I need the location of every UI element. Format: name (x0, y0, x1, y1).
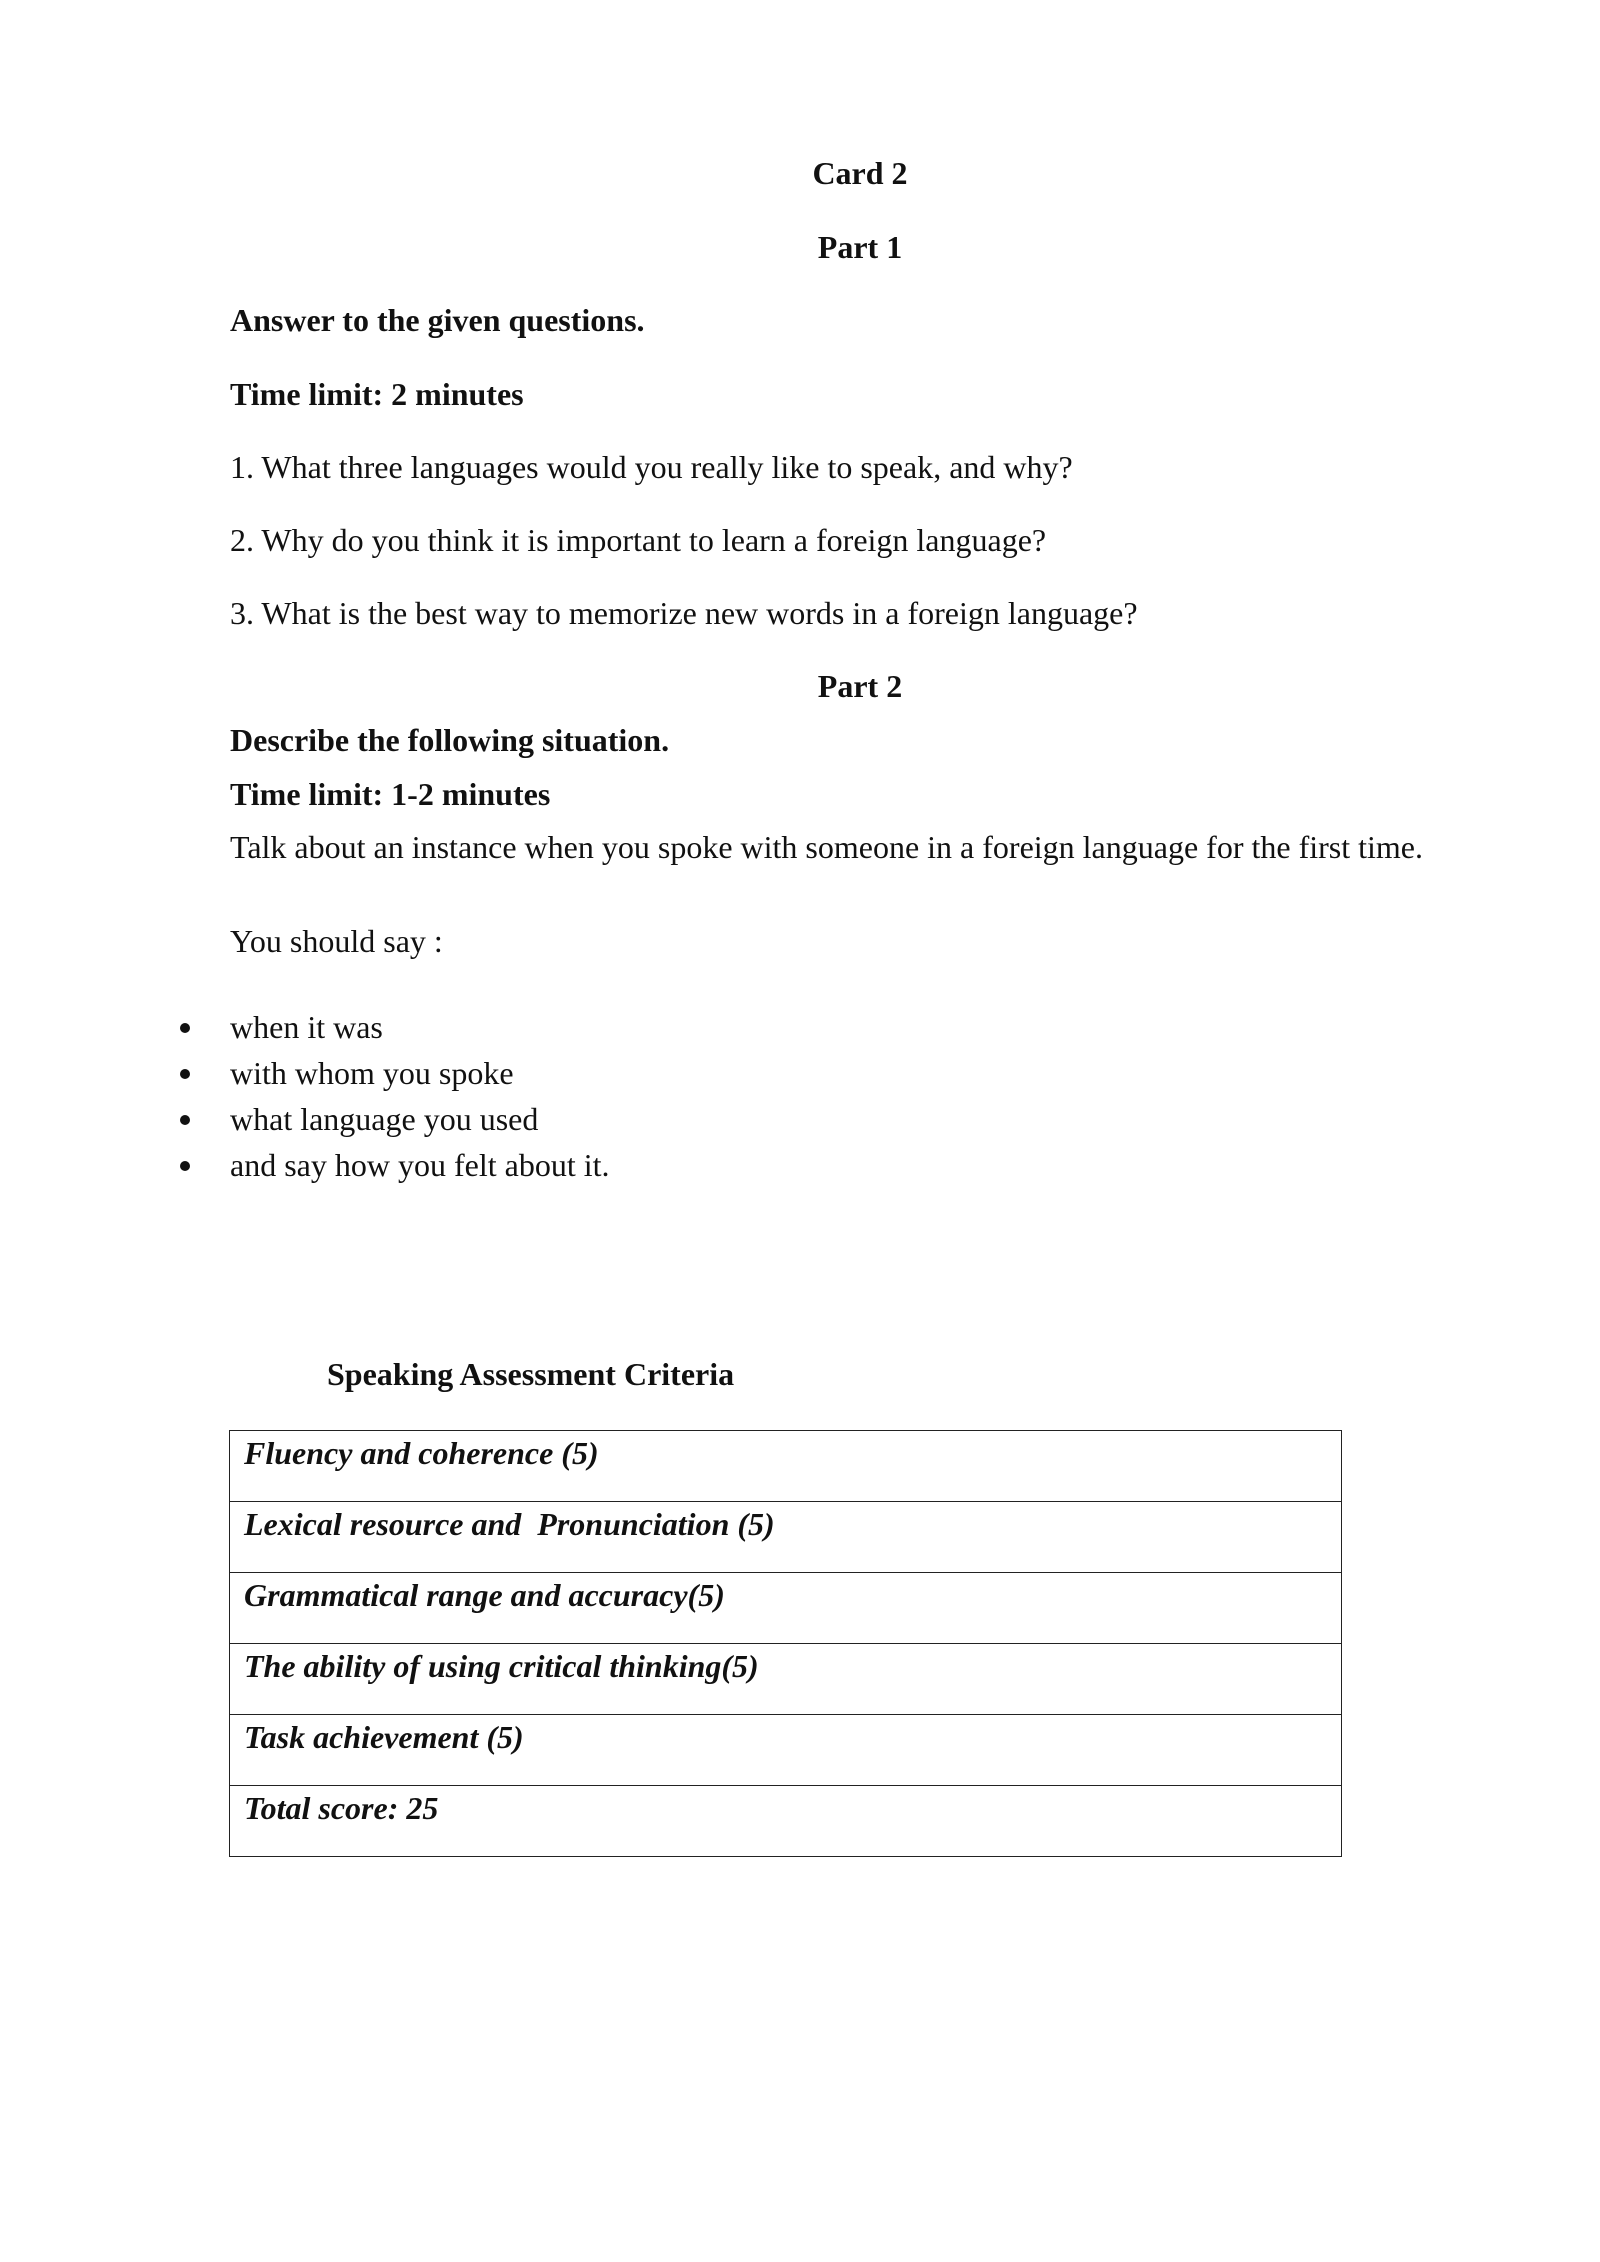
bullet-text: what language you used (230, 1101, 539, 1137)
table-row (230, 1786, 1342, 1857)
list-item (0, 1096, 609, 1142)
table-row (230, 1502, 1342, 1573)
bullet-icon (180, 1069, 190, 1079)
card-title: Card 2 (812, 155, 908, 191)
question-1: 1. What three languages would you really like to speak, and why? (230, 449, 1073, 485)
bullet-text: with whom you spoke (230, 1055, 514, 1091)
you-should-say: You should say : (230, 923, 443, 959)
part2-instruction: Describe the following situation. (230, 722, 670, 758)
criteria-cell (230, 1431, 1342, 1502)
criteria-title: Speaking Assessment Criteria (327, 1356, 735, 1392)
total-score-text: Total score: 25 (244, 1790, 439, 1826)
total-score-cell (230, 1786, 1342, 1857)
bullet-icon (180, 1023, 190, 1033)
part1-heading: Part 1 (817, 229, 903, 265)
question-3: 3. What is the best way to memorize new words in a foreign language? (230, 595, 1138, 631)
table-row (230, 1715, 1342, 1786)
criteria-cell (230, 1644, 1342, 1715)
table-row (230, 1573, 1342, 1644)
criteria-text: Fluency and coherence (5) (244, 1435, 599, 1471)
criteria-text: Lexical resource and Pronunciation (5) (244, 1506, 775, 1542)
bullet-icon (180, 1115, 190, 1125)
list-item (0, 1142, 609, 1188)
part2-prompt: Talk about an instance when you spoke with someone in a foreign language for the first time. (230, 829, 1423, 865)
table-row (230, 1431, 1342, 1502)
situation-bullet-list (0, 1004, 609, 1188)
criteria-text: Task achievement (5) (244, 1719, 524, 1755)
bullet-text: when it was (230, 1009, 383, 1045)
criteria-text: Grammatical range and accuracy(5) (244, 1577, 725, 1613)
criteria-cell (230, 1715, 1342, 1786)
part1-time-limit: Time limit: 2 minutes (230, 376, 524, 412)
list-item (0, 1050, 609, 1096)
criteria-cell (230, 1502, 1342, 1573)
part2-time-limit: Time limit: 1-2 minutes (230, 776, 551, 812)
table-row (230, 1644, 1342, 1715)
criteria-table (229, 1430, 1342, 1857)
part1-instruction: Answer to the given questions. (230, 302, 645, 338)
bullet-text: and say how you felt about it. (230, 1147, 610, 1183)
part2-heading: Part 2 (817, 668, 903, 704)
bullet-icon (180, 1161, 190, 1171)
question-2: 2. Why do you think it is important to learn a foreign language? (230, 522, 1047, 558)
criteria-text: The ability of using critical thinking(5) (244, 1648, 759, 1684)
criteria-cell (230, 1573, 1342, 1644)
list-item (0, 1004, 609, 1050)
